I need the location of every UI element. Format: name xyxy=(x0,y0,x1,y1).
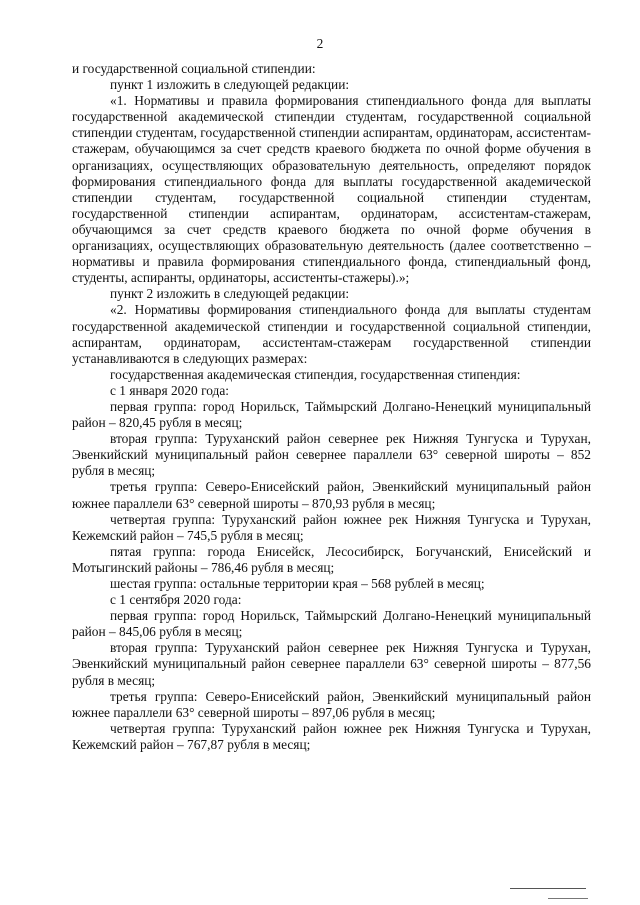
paragraph-group-2: вторая группа: Туруханский район севернее рек Нижняя Тунгуска и Турухан, Эвенкийский муниципальный район севернее параллели 63° северной широты – 852 рубля в месяц; xyxy=(72,431,591,479)
paragraph-group-5: пятая группа: города Енисейск, Лесосибирск, Богучанский, Енисейский и Мотыгинский районы – 786,46 рубля в месяц; xyxy=(72,543,591,575)
paragraph-group-6: шестая группа: остальные территории края – 568 рублей в месяц; xyxy=(110,576,485,591)
paragraph-group-3-sep: третья группа: Северо-Енисейский район, Эвенкийский муниципальный район южнее параллели 63° северной широты – 897,06 рубля в месяц; xyxy=(72,688,591,720)
paragraph-group-3: третья группа: Северо-Енисейский район, Эвенкийский муниципальный район южнее параллели 63° северной широты – 870,93 рубля в месяц; xyxy=(72,479,591,511)
paragraph-group-4: четвертая группа: Туруханский район южнее рек Нижняя Тунгуска и Турухан, Кежемский район – 745,5 рубля в месяц; xyxy=(72,511,591,543)
paragraph-date-2020-09: с 1 сентября 2020 года: xyxy=(110,592,242,608)
paragraph-continuation: и государственной социальной стипендии: xyxy=(72,61,316,76)
paragraph-group-2-sep: вторая группа: Туруханский район севернее рек Нижняя Тунгуска и Турухан, Эвенкийский муниципальный район севернее параллели 63° северной широты – 877,56 рубля в месяц; xyxy=(72,640,591,688)
paragraph-point-2-text: «2. Нормативы формирования стипендиального фонда для выплаты студентам государственной академической стипендии и государственной социальной стипендии, аспирантам, ординаторам, ассистентам-стажерам государственной стипендии устанавливаются в следующих размерах: xyxy=(72,302,591,366)
paragraph-group-4-sep: четвертая группа: Туруханский район южнее рек Нижняя Тунгуска и Турухан, Кежемский район – 767,87 рубля в месяц; xyxy=(72,720,591,752)
paragraph-group-1: первая группа: город Норильск, Таймырский Долгано-Ненецкий муниципальный район – 820,45 рубля в месяц; xyxy=(72,398,591,431)
paragraph-point-1-intro: пункт 1 изложить в следующей редакции: xyxy=(110,77,350,93)
footer-divider-short xyxy=(548,898,588,899)
page-number: 2 xyxy=(316,36,324,51)
paragraph-group-1-sep: первая группа: город Норильск, Таймырский Долгано-Ненецкий муниципальный район – 845,06 рубля в месяц; xyxy=(72,608,591,640)
paragraph-point-1-text: «1. Нормативы и правила формирования стипендиального фонда для выплаты государственной академической стипендии студентам, государственной социальной стипендии студентам, государственной стипендии аспирантам, ординаторам, ассистентам-стажерам, обучающимся за счет средств краевого бюджета по очной форме обучения в организациях, осуществляющих образовательную деятельность, определяют порядок формирования стипендиального фонда для выплаты государственной академической стипендии студентам, государственной социальной стипендии студентам, государственной стипендии аспирантам, ординаторам, ассистентам-стажерам, обучающимся за счет средств краевого бюджета по очной форме обучения в организациях, осуществляющих образовательную деятельность (далее соответственно – нормативы и правила формирования стипендиального фонда, стипендиальный фонд, студенты, аспиранты, ординаторы, ассистенты-стажеры).»; xyxy=(72,93,591,286)
paragraph-date-2020-01: с 1 января 2020 года: xyxy=(110,382,230,398)
paragraph-point-2-intro: пункт 2 изложить в следующей редакции: xyxy=(110,286,350,302)
footer-divider xyxy=(510,888,586,889)
paragraph-stipend-type: государственная академическая стипендия, государственная стипендия: xyxy=(110,366,521,382)
document-body xyxy=(72,61,591,753)
